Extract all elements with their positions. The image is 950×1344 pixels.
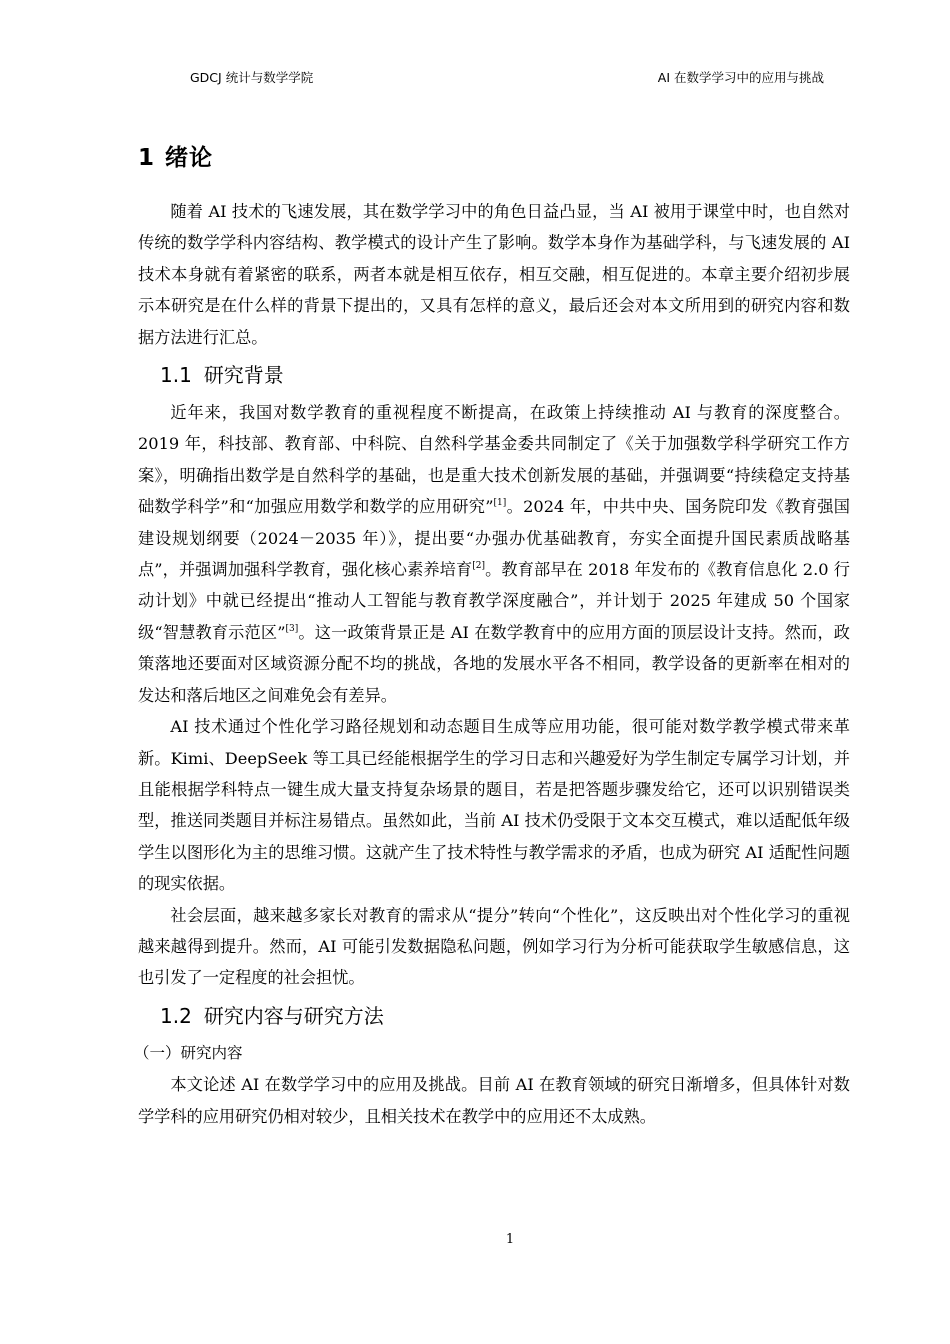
chapter-number: 1 [138, 145, 156, 171]
section-number: 1.1 [160, 363, 192, 388]
background-paragraph-policy [138, 397, 850, 711]
citation-2: [2] [472, 561, 486, 572]
citation-1: [1] [493, 498, 507, 509]
running-header [138, 66, 830, 88]
background-paragraph-technology: AI 技术通过个性化学习路径规划和动态题目生成等应用功能，很可能对数学教学模式带来革新。Kimi、DeepSeek 等工具已经能根据学生的学习日志和兴趣爱好为学生制定专属学习计划，并且能根据学科特点一键生成大量支持复杂场景的题目，若是把答题步骤发给它，还可以识别错误类型，推送同类题目并标注易错点。虽然如此，当前 AI 技术仍受限于文本交互模式，难以适配低年级学生以图形化为主的思维习惯。这就产生了技术特性与教学需求的矛盾，也成为研究 AI 适配性问题的现实依据。 [138, 717, 850, 894]
chapter-intro-paragraph: 随着 AI 技术的飞速发展，其在数学学习中的角色日益凸显，当 AI 被用于课堂中时，也自然对传统的数学学科内容结构、教学模式的设计产生了影响。数学本身作为基础学科，与飞速发展的 AI 技术本身就有着紧密的联系，两者本就是相互依存，相互交融，相互促进的。本章主要介绍初步展示本研究是在什么样的背景下提出的，又具有怎样的意义，最后还会对本文所用到的研究内容和数据方法进行汇总。 [138, 202, 850, 347]
page-number: 1 [505, 1232, 515, 1247]
chapter-title: 绪论 [165, 145, 214, 171]
header-paper-title: AI 在数学学习中的应用与挑战 [657, 70, 824, 85]
paragraph-text: 。2024 年，中共中央、国务院印发《教育强国建设规划纲要（2024－2035 年）》，提出要“办强办优基础教育，夯实全面提升国民素质战略基点”，并强调加强科学教育，强化核心素养培育 [138, 497, 850, 580]
subsection-heading: （一）研究内容 [134, 1043, 243, 1062]
section-number: 1.2 [160, 1003, 192, 1028]
citation-3: [3] [285, 623, 299, 634]
header-institution: GDCJ 统计与数学学院 [190, 70, 314, 85]
paragraph-text: 近年来，我国对数学教育的重视程度不断提高，在政策上持续推动 AI 与教育的深度整合。2019 年，科技部、教育部、中科院、自然科学基金委共同制定了《关于加强数学科学研究工作方案》，明确指出数学是自然科学的基础，也是重大技术创新发展的基础，并强调要“持续稳定支持基础数学科学”和“加强应用数学和数学的应用研究” [138, 403, 850, 517]
background-paragraph-society: 社会层面，越来越多家长对教育的需求从“提分”转向“个性化”，这反映出对个性化学习的重视越来越得到提升。然而，AI 可能引发数据隐私问题，例如学习行为分析可能获取学生敏感信息，这也引发了一定程度的社会担忧。 [138, 905, 850, 988]
section-heading-background [138, 353, 850, 397]
content-paragraph: 本文论述 AI 在数学学习中的应用及挑战。目前 AI 在教育领域的研究日渐增多，但具体针对数学学科的应用研究仍相对较少，且相关技术在教学中的应用还不太成熟。 [138, 1075, 850, 1126]
section-title: 研究背景 [203, 363, 284, 388]
chapter-heading [138, 138, 850, 182]
main-content [134, 138, 850, 1132]
paragraph-text: 。教育部早在 2018 年发布的《教育信息化 2.0 行动计划》中就已经提出“推动人工智能与教育教学深度融合”，并计划于 2025 年建成 50 个国家级“智慧教育示范区” [138, 560, 850, 642]
section-title: 研究内容与研究方法 [203, 1003, 384, 1028]
paragraph-text: 。这一政策背景正是 AI 在数学教育中的应用方面的顶层设计支持。然而，政策落地还要面对区域资源分配不均的挑战，各地的发展水平各不相同，教学设备的更新率在相对的发达和落后地区之间难免会有差异。 [138, 622, 850, 705]
section-heading-content-method [138, 994, 850, 1038]
